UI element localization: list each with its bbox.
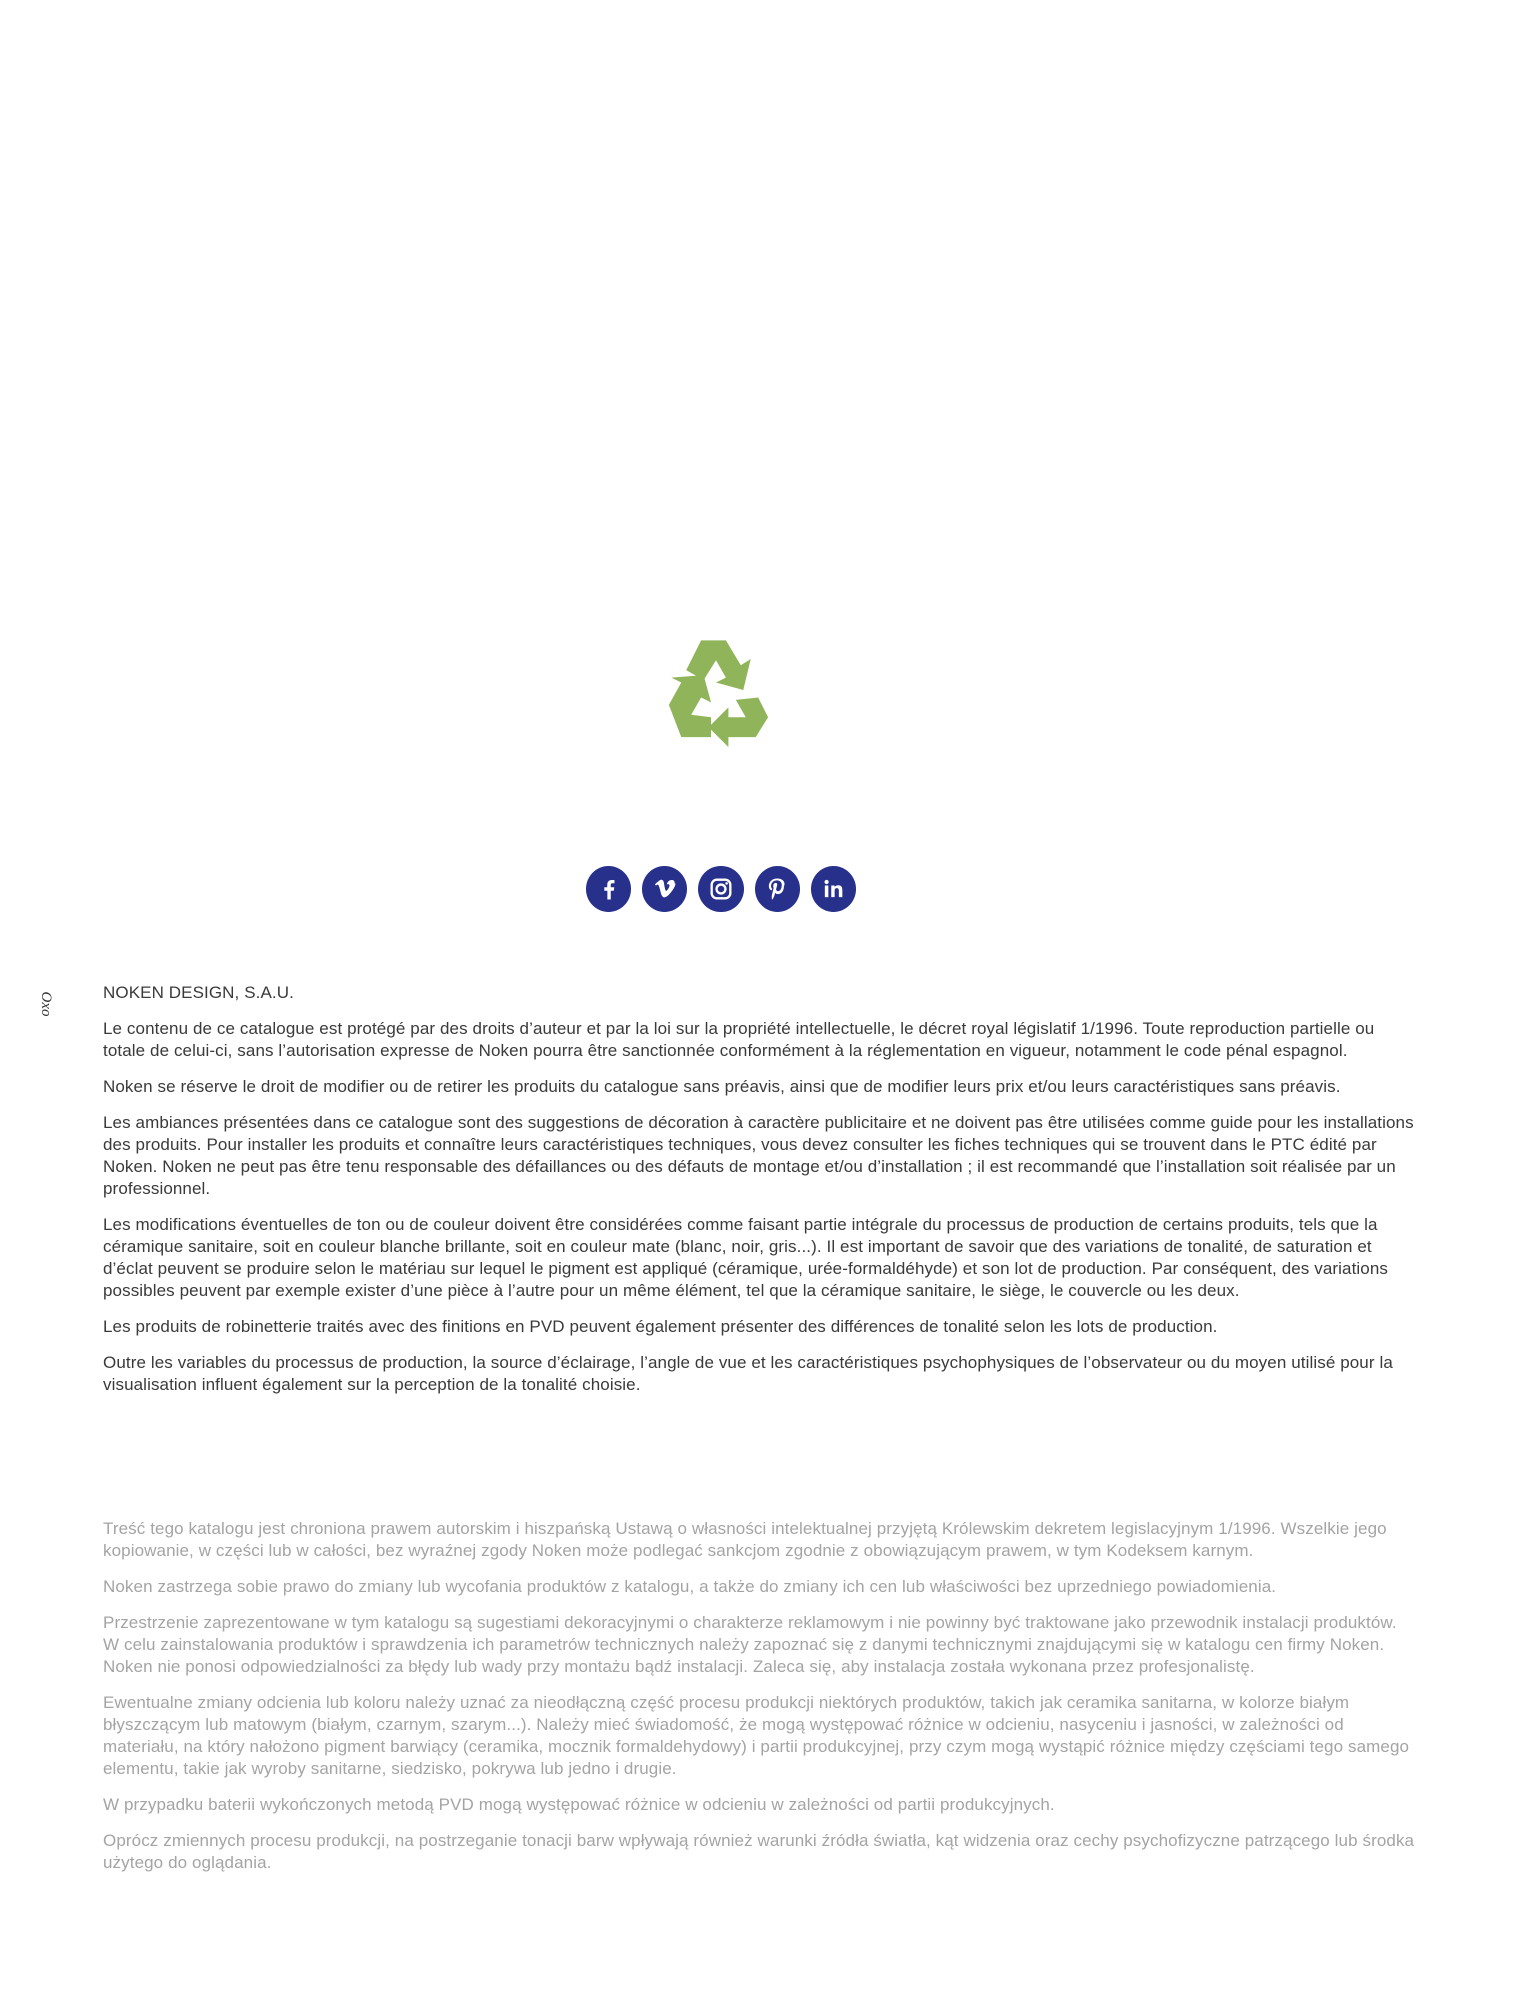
legal-paragraph: Le contenu de ce catalogue est protégé par des droits d’auteur et par la loi sur la propriété intellectuelle, le décret royal législatif 1/1996. Toute reproduction partielle ou totale de celui-ci, sans l’autorisation expresse de Noken pourra être sanctionnée conformément à la réglementation en vigueur, notamment le code pénal espagnol. [103, 1019, 1375, 1060]
linkedin-icon[interactable] [811, 866, 856, 912]
company-name: NOKEN DESIGN, S.A.U. [103, 983, 294, 1002]
legal-paragraph: Ewentualne zmiany odcienia lub koloru należy uznać za nieodłączną część procesu produkcji niektórych produktów, takich jak ceramika sanitarna, w kolorze białym błyszczącym lub matowym (białym, czarnym, szarym...). Należy mieć świadomość, że mogą występować różnice w odcieniu, nasyceniu i jasności, w zależności od materiału, na który nałożono pigment barwiący (ceramika, mocznik formaldehydowy) i partii produkcyjnej, przy czym mogą wystąpić różnice między częściami tego samego elementu, takie jak wyroby sanitarne, siedzisko, pokrywa lub jedno i drugie. [103, 1693, 1410, 1778]
legal-paragraph: Noken zastrzega sobie prawo do zmiany lub wycofania produktów z katalogu, a także do zmiany ich cen lub właściwości bez uprzedniego powiadomienia. [103, 1577, 1277, 1596]
legal-text-polish [103, 1518, 1415, 1888]
legal-paragraph: Les produits de robinetterie traités avec des finitions en PVD peuvent également présenter des différences de tonalité selon les lots de production. [103, 1317, 1218, 1336]
legal-text-french [103, 982, 1415, 1410]
pinterest-icon[interactable] [755, 866, 800, 912]
legal-paragraph: W przypadku baterii wykończonych metodą PVD mogą występować różnice w odcieniu w zależności od partii produkcyjnych. [103, 1795, 1055, 1814]
legal-paragraph: Oprócz zmiennych procesu produkcji, na postrzeganie tonacji barw wpływają również warunki źródła światła, kąt widzenia oraz cechy psychofizyczne patrzącego lub środka użytego do oglądania. [103, 1831, 1415, 1872]
side-label: Oxo [38, 991, 54, 1017]
instagram-icon[interactable] [698, 866, 743, 912]
legal-paragraph: Les ambiances présentées dans ce catalogue sont des suggestions de décoration à caractère publicitaire et ne doivent pas être utilisées comme guide pour les installations des produits. Pour installer les produits et connaître leurs caractéristiques techniques, vous devez consulter les fiches techniques qui se trouvent dans le PTC édité par Noken. Noken ne peut pas être tenu responsable des défaillances ou des défauts de montage et/ou d’installation ; il est recommandé que l’installation soit réalisée par un professionnel. [103, 1113, 1414, 1198]
legal-paragraph: Les modifications éventuelles de ton ou de couleur doivent être considérées comme faisant partie intégrale du processus de production de certains produits, tels que la céramique sanitaire, soit en couleur blanche brillante, soit en couleur mate (blanc, noir, gris...). Il est important de savoir que des variations de tonalité, de saturation et d’éclat peuvent se produire selon le matériau sur lequel le pigment est appliqué (céramique, urée-formaldéhyde) et son lot de production. Par conséquent, des variations possibles peuvent par exemple exister d’une pièce à l’autre pour un même élément, tel que la céramique sanitaire, le siège, le couvercle ou les deux. [103, 1215, 1388, 1300]
vimeo-icon[interactable] [642, 866, 687, 912]
social-links [586, 866, 856, 914]
recycle-icon [654, 628, 778, 752]
legal-paragraph: Outre les variables du processus de production, la source d’éclairage, l’angle de vue et les caractéristiques psychophysiques de l’observateur ou du moyen utilisé pour la visualisation influent également sur la perception de la tonalité choisie. [103, 1353, 1393, 1394]
legal-paragraph: Noken se réserve le droit de modifier ou de retirer les produits du catalogue sans préavis, ainsi que de modifier leurs prix et/ou leurs caractéristiques sans préavis. [103, 1077, 1341, 1096]
legal-paragraph: Treść tego katalogu jest chroniona prawem autorskim i hiszpańską Ustawą o własności intelektualnej przyjętą Królewskim dekretem legislacyjnym 1/1996. Wszelkie jego kopiowanie, w części lub w całości, bez wyraźnej zgody Noken może podlegać sankcjom zgodnie z obowiązującym prawem, w tym Kodeksem karnym. [103, 1519, 1387, 1560]
legal-paragraph: Przestrzenie zaprezentowane w tym katalogu są sugestiami dekoracyjnymi o charakterze reklamowym i nie powinny być traktowane jako przewodnik instalacji produktów. W celu zainstalowania produktów i sprawdzenia ich parametrów technicznych należy zapoznać się z danymi technicznymi znajdującymi się w katalogu cen firmy Noken. Noken nie ponosi odpowiedzialności za błędy lub wady przy montażu bądź instalacji. Zaleca się, aby instalacja została wykonana przez profesjonalistę. [103, 1613, 1397, 1676]
facebook-icon[interactable] [586, 866, 631, 912]
